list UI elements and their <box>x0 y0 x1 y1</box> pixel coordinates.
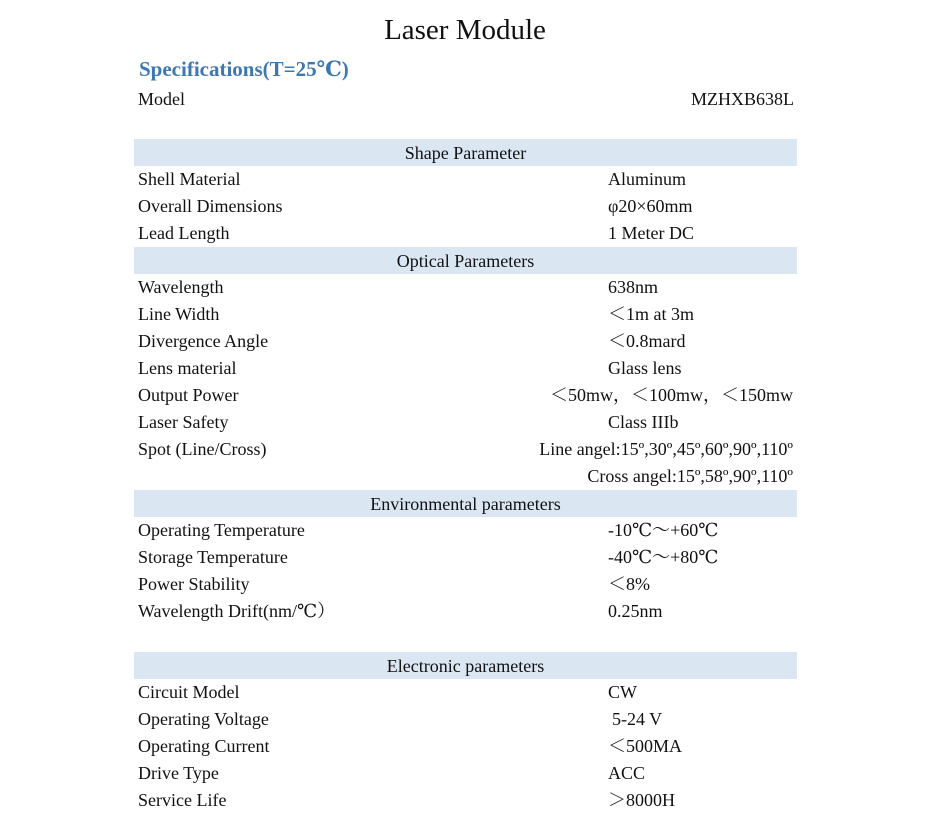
section-header-environmental: Environmental parameters <box>134 490 797 517</box>
model-label: Model <box>138 89 185 109</box>
spec-value: 5-24 V <box>612 709 663 729</box>
spec-row <box>134 274 797 301</box>
spec-value: 1 Meter DC <box>608 223 694 243</box>
spec-value: 638nm <box>608 277 659 297</box>
spec-value: Line angel:15º,30º,45º,60º,90º,110º <box>539 439 793 459</box>
spec-label: Drive Type <box>138 763 219 783</box>
spec-row <box>134 355 797 382</box>
spec-row <box>134 760 797 787</box>
spec-row <box>134 301 797 328</box>
section-header-electronic: Electronic parameters <box>134 652 797 679</box>
spec-label: Lead Length <box>138 223 230 243</box>
spec-label: Operating Temperature <box>138 520 305 540</box>
spec-row <box>134 679 797 706</box>
spec-row <box>134 220 797 247</box>
spec-row <box>134 787 797 814</box>
spec-value: Class IIIb <box>608 412 679 432</box>
spec-label: Storage Temperature <box>138 547 288 567</box>
spec-label: Service Life <box>138 790 227 810</box>
spec-row <box>134 571 797 598</box>
spec-label: Lens material <box>138 358 237 378</box>
spec-value: ＜500MA <box>608 736 683 756</box>
spec-value: ＜1m at 3m <box>608 304 694 324</box>
spec-value: Aluminum <box>608 169 687 189</box>
spec-value: CW <box>608 682 637 702</box>
spec-label: Circuit Model <box>138 682 240 702</box>
spec-value: ＜8% <box>608 574 650 594</box>
spec-value: ＜50mw，＜100mw，＜150mw <box>550 385 793 405</box>
spec-label: Divergence Angle <box>138 331 269 351</box>
model-value: MZHXB638L <box>691 89 794 109</box>
spec-value: ＞8000H <box>608 790 675 810</box>
spec-row <box>134 166 797 193</box>
spec-label: Wavelength Drift(nm/℃） <box>138 601 336 621</box>
spec-row <box>134 436 797 463</box>
spec-label: Overall Dimensions <box>138 196 283 216</box>
spec-row <box>134 193 797 220</box>
spec-label: Line Width <box>138 304 220 324</box>
spec-value: -10℃～+60℃ <box>608 520 719 540</box>
spec-label: Power Stability <box>138 574 250 594</box>
spec-row <box>134 409 797 436</box>
spec-label: Laser Safety <box>138 412 229 432</box>
page-title: Laser Module <box>384 14 546 46</box>
spec-label: Spot (Line/Cross) <box>138 439 267 459</box>
spec-value: ＜0.8mard <box>608 331 686 351</box>
spec-value: 0.25nm <box>608 601 663 621</box>
spec-row <box>134 598 797 625</box>
spec-row <box>134 544 797 571</box>
spec-row <box>134 733 797 760</box>
spec-label: Operating Current <box>138 736 270 756</box>
section-header-optical: Optical Parameters <box>134 247 797 274</box>
spec-value: ACC <box>608 763 646 783</box>
spec-label: Shell Material <box>138 169 241 189</box>
spec-value: φ20×60mm <box>608 196 693 216</box>
spec-row <box>134 517 797 544</box>
spec-value: Glass lens <box>608 358 682 378</box>
section-header-shape: Shape Parameter <box>134 139 797 166</box>
spec-value: -40℃～+80℃ <box>608 547 719 567</box>
specifications-heading: Specifications(T=25℃) <box>139 57 349 81</box>
spec-row <box>134 382 797 409</box>
spec-row <box>134 463 797 490</box>
spec-row <box>134 328 797 355</box>
spec-value: Cross angel:15º,58º,90º,110º <box>587 466 793 486</box>
spec-row <box>134 706 797 733</box>
spec-label: Output Power <box>138 385 239 405</box>
spec-label: Wavelength <box>138 277 224 297</box>
spec-label: Operating Voltage <box>138 709 269 729</box>
